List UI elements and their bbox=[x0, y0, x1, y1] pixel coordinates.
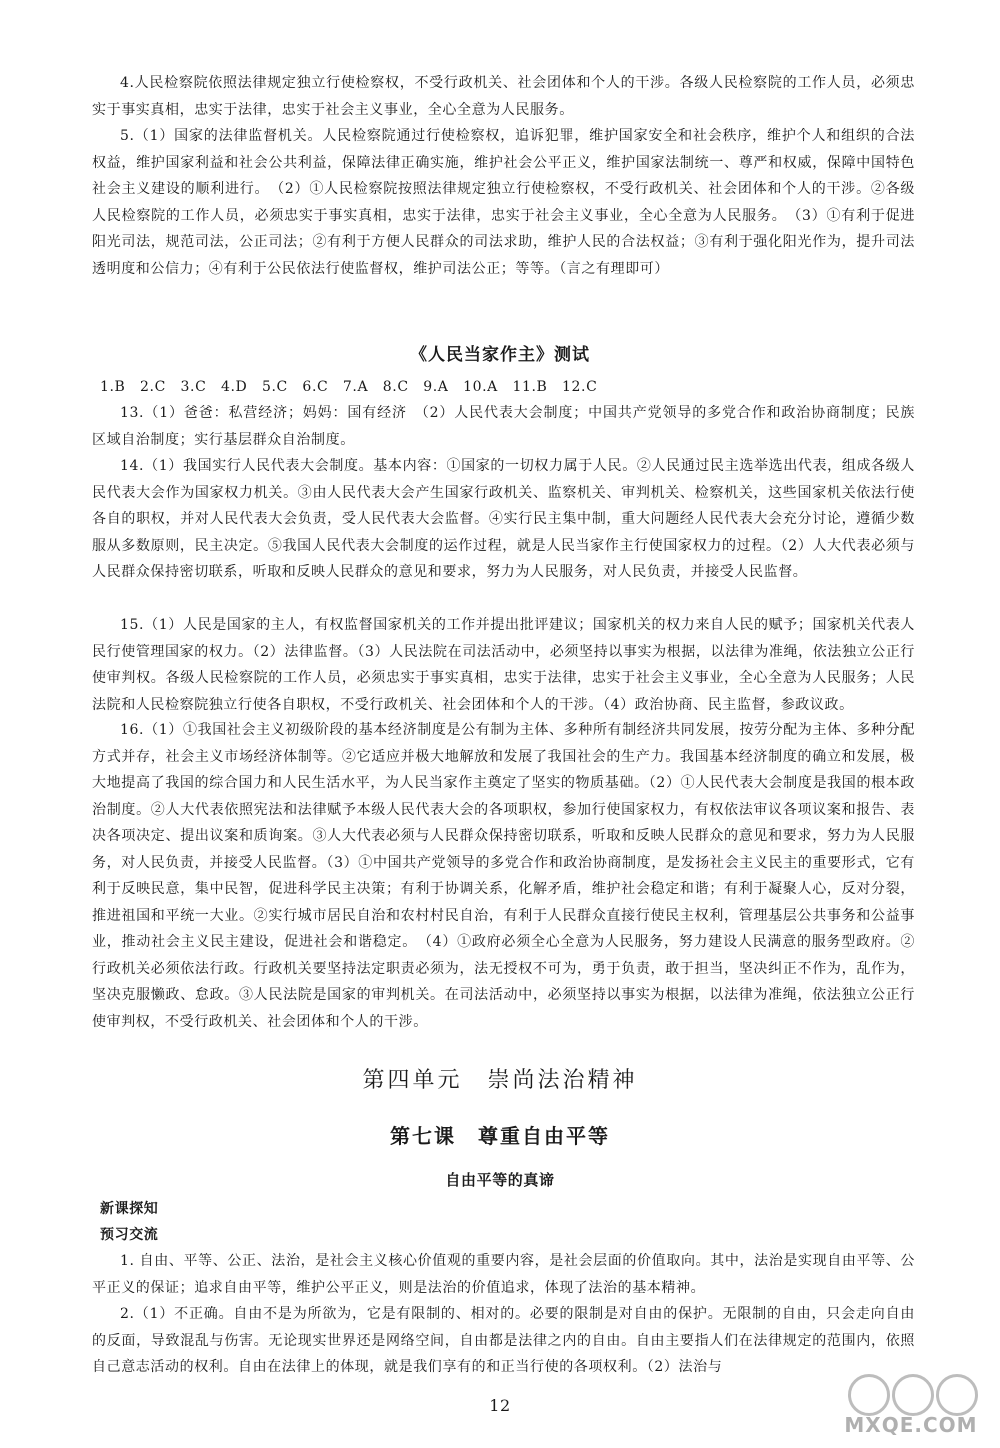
test-title: 《人民当家作主》测试 bbox=[410, 345, 590, 365]
preview-answer-2: 2.（1）不正确。自由不是为所欲为，它是有限制的、相对的。必要的限制是对自由的保护。无限制的自由，只会走向自由的反面，导致混乱与伤害。无论现实世界还是网络空间，自由都是法律之内的自由。自由主要指人们在法律规定的范围内，依照自己意志活动的权利。自由在法律上的体现，就是我们享有的和正当行使的各项权利。（2）法治与 bbox=[92, 1306, 915, 1375]
choice-answers: 1.B 2.C 3.C 4.D 5.C 6.C 7.A 8.C 9.A 10.A 11.B 12.C bbox=[100, 379, 598, 395]
watermark-logo bbox=[836, 1374, 986, 1440]
watermark-circle-icon bbox=[936, 1374, 978, 1416]
label-preview: 预习交流 bbox=[100, 1227, 159, 1243]
watermark-text: MXQE.COM bbox=[844, 1412, 978, 1437]
answer-14: 14.（1）我国实行人民代表大会制度。基本内容：①国家的一切权力属于人民。②人民通过民主选举选出代表，组成各级人民代表大会作为国家权力机关。③由人民代表大会产生国家行政机关、监察机关、审判机关、检察机关，这些国家机关依法行使各自的职权，并对人民代表大会负责，受人民代表大会监督。④实行民主集中制，重大问题经人民代表大会充分讨论，遵循少数服从多数原则，民主决定。⑤我国人民代表大会制度的运作过程，就是人民当家作主行使国家权力的过程。（2）人大代表必须与人民群众保持密切联系，听取和反映人民群众的意见和要求，努力为人民服务，对人民负责，并接受人民监督。 bbox=[92, 458, 915, 580]
answer-16: 16.（1）①我国社会主义初级阶段的基本经济制度是公有制为主体、多种所有制经济共同发展，按劳分配为主体、多种分配方式并存，社会主义市场经济体制等。②它适应并极大地解放和发展了我国社会的生产力。我国基本经济制度的确立和发展，极大地提高了我国的综合国力和人民生活水平，为人民当家作主奠定了坚实的物质基础。（2）①人民代表大会制度是我国的根本政治制度。②人大代表依照宪法和法律赋予本级人民代表大会的各项职权，参加行使国家权力，有权依法审议各项议案和报告、表决各项决定、提出议案和质询案。③人大代表必须与人民群众保持密切联系，听取和反映人民群众的意见和要求，努力为人民服务，对人民负责，并接受人民监督。（3）①中国共产党领导的多党合作和政治协商制度，是发扬社会主义民主的重要形式，它有利于反映民意，集中民智，促进科学民主决策；有利于协调关系，化解矛盾，维护社会稳定和谐；有利于凝聚人心，反对分裂，推进祖国和平统一大业。②实行城市居民自治和农村村民自治，有利于人民群众直接行使民主权利，管理基层公共事务和公益事业，推动社会主义民主建设，促进社会和谐稳定。 （4）①政府必须全心全意为人民服务，努力建设人民满意的服务型政府。②行政机关必须依法行政。行政机关要坚持法定职责必须为，法无授权不可为，勇于负责，敢于担当，坚决纠正不作为，乱作为，坚决克服懒政、怠政。③人民法院是国家的审判机关。在司法活动中，必须坚持以事实为根据，以法律为准绳，依法独立公正行使审判权，不受行政机关、社会团体和个人的干涉。 bbox=[92, 722, 915, 1030]
answer-13: 13.（1）爸爸：私营经济；妈妈：国有经济 （2）人民代表大会制度；中国共产党领导的多党合作和政治协商制度；民族区域自治制度；实行基层群众自治制度。 bbox=[92, 405, 915, 448]
answer-15: 15.（1）人民是国家的主人，有权监督国家机关的工作并提出批评建议；国家机关的权力来自人民的赋予；国家机关代表人民行使管理国家的权力。（2）法律监督。（3）人民法院在司法活动中，必须坚持以事实为根据，以法律为准绳，依法独立公正行使审判权。各级人民检察院的工作人员，必须忠实于事实真相，忠实于法律，忠实于社会主义事业，全心全意为人民服务；人民法院和人民检察院独立行使各自职权，不受行政机关、社会团体和个人的干涉。（4）政治协商、民主监督，参政议政。 bbox=[92, 617, 915, 713]
page-number: 12 bbox=[489, 1396, 511, 1415]
watermark-circle-icon bbox=[892, 1374, 934, 1416]
label-new-lesson: 新课探知 bbox=[100, 1201, 159, 1217]
answer-4: 4.人民检察院依照法律规定独立行使检察权，不受行政机关、社会团体和个人的干涉。各级人民检察院的工作人员，必须忠实于事实真相，忠实于法律，忠实于社会主义事业，全心全意为人民服务。 bbox=[92, 75, 915, 118]
answer-5: 5.（1）国家的法律监督机关。人民检察院通过行使检察权，追诉犯罪，维护国家安全和社会秩序，维护个人和组织的合法权益，维护国家利益和社会公共利益，保障法律正确实施，维护社会公平正义，维护国家法制统一、尊严和权威，保障中国特色社会主义建设的顺利进行。 （2）①人民检察院按照法律规定独立行使检察权，不受行政机关、社会团体和个人的干涉。②各级人民检察院的工作人员，必须忠实于事实真相，忠实于法律，忠实于社会主义事业，全心全意为人民服务。 （3）①有利于促进阳光司法，规范司法，公正司法；②有利于方便人民群众的司法求助，维护人民的合法权益；③有利于强化阳光作为，提升司法透明度和公信力；④有利于公民依法行使监督权，维护司法公正；等等。（言之有理即可） bbox=[92, 128, 915, 277]
lesson-title: 第七课 尊重自由平等 bbox=[390, 1124, 610, 1148]
preview-answer-1: 1. 自由、平等、公正、法治，是社会主义核心价值观的重要内容，是社会层面的价值取向。其中，法治是实现自由平等、公平正义的保证；追求自由平等，维护公平正义，则是法治的价值追求，体现了法治的基本精神。 bbox=[92, 1253, 915, 1296]
unit-title: 第四单元 崇尚法治精神 bbox=[362, 1068, 638, 1093]
watermark-circle-icon bbox=[848, 1374, 890, 1416]
section-title: 自由平等的真谛 bbox=[445, 1171, 555, 1189]
